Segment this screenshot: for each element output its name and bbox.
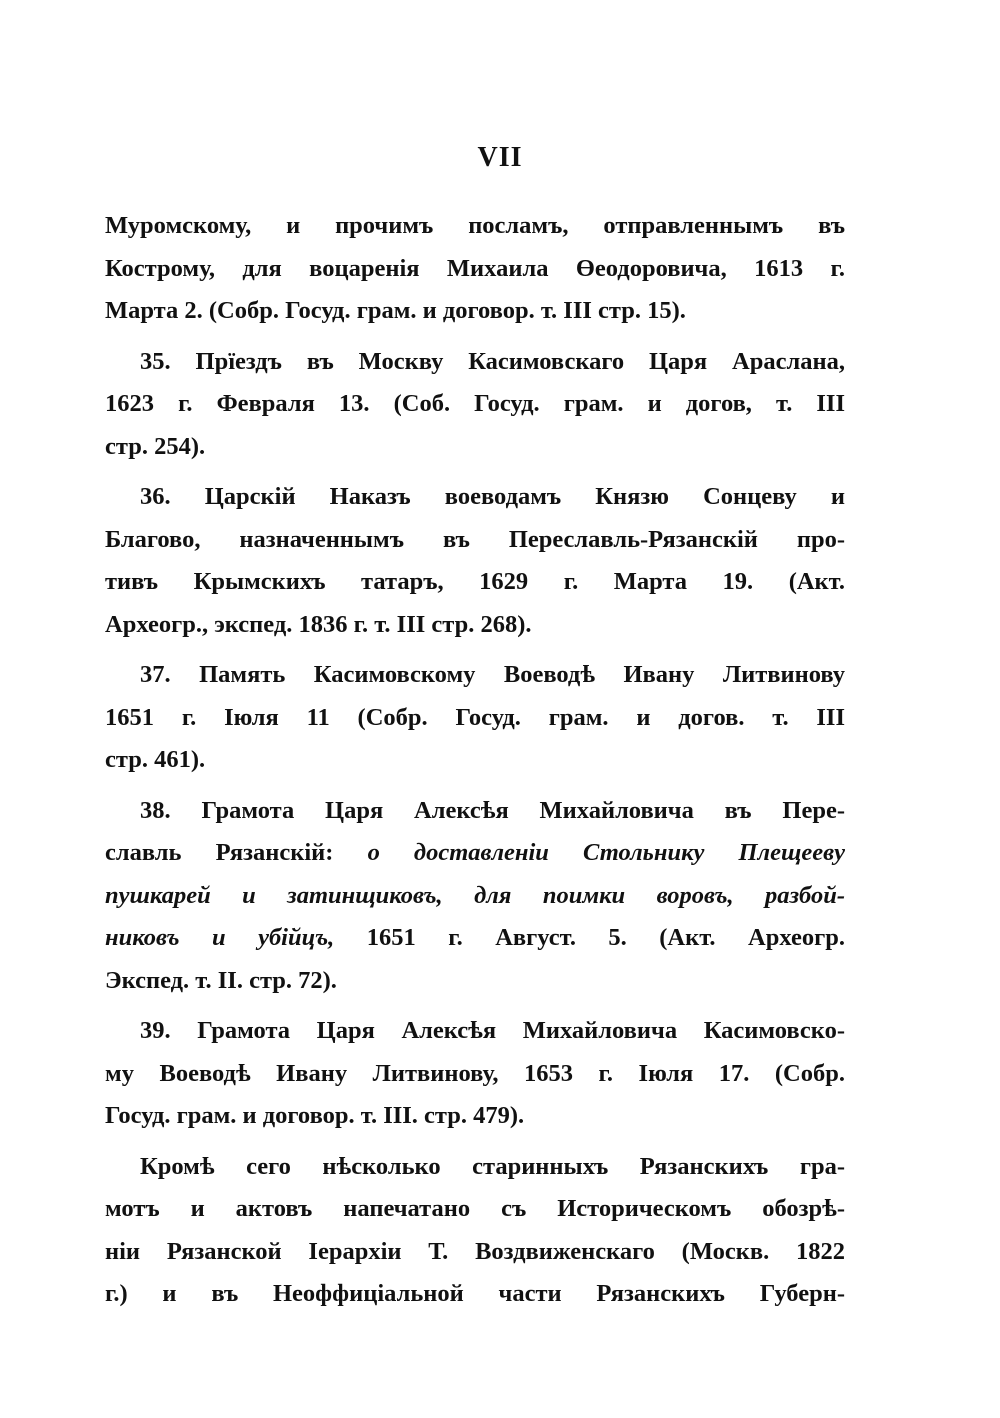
text-line	[105, 739, 845, 782]
text-line	[105, 341, 845, 384]
text-line	[105, 960, 845, 1003]
text-line	[105, 875, 845, 918]
text-segment: Археогр., экспед. 1836 г. т. III стр. 268).	[105, 610, 532, 638]
text-line	[105, 476, 845, 519]
paragraph	[105, 205, 845, 333]
text-line	[105, 561, 845, 604]
text-segment: 38. Грамота Царя Алексѣя Михайловича въ Пере-	[140, 796, 845, 824]
text-line	[105, 1095, 845, 1138]
text-segment: Благово, назначеннымъ въ Переславль-Рязанскій про-	[105, 525, 845, 553]
text-line	[105, 205, 845, 248]
text-body	[105, 205, 845, 1324]
text-segment: ніи Рязанской Іерархіи Т. Воздвиженскаго (Москв. 1822	[105, 1237, 845, 1265]
text-segment: 1651 г. Іюля 11 (Собр. Госуд. грам. и догов. т. III	[105, 703, 845, 731]
text-line	[105, 519, 845, 562]
text-segment: 37. Память Касимовскому Воеводѣ Ивану Литвинову	[140, 661, 845, 688]
text-segment: 39. Грамота Царя Алексѣя Михайловича Касимовско-	[140, 1017, 845, 1044]
text-segment: г.) и въ Неоффиціальной части Рязанскихъ Губерн-	[105, 1280, 845, 1307]
italic-text: никовъ и убійцъ,	[105, 924, 335, 951]
text-segment: стр. 461).	[105, 746, 206, 773]
text-line	[105, 1010, 845, 1053]
text-line	[105, 426, 845, 469]
text-segment: мотъ и актовъ напечатано съ Историческомъ обозрѣ-	[105, 1195, 845, 1222]
text-segment: му Воеводѣ Ивану Литвинову, 1653 г. Іюля 17. (Собр.	[105, 1059, 845, 1087]
page-number: VII	[477, 142, 523, 173]
italic-text: о доставленіи Стольнику Плещееву	[367, 839, 845, 866]
text-line	[105, 1231, 845, 1274]
text-segment: Экспед. т. II. стр. 72).	[105, 966, 337, 994]
paragraph	[105, 790, 845, 1003]
text-segment: Кострому, для воцаренія Михаила Өеодоровича, 1613 г.	[105, 254, 845, 282]
text-line	[105, 1146, 845, 1189]
paragraph	[105, 341, 845, 469]
text-line	[105, 248, 845, 291]
text-segment: стр. 254).	[105, 432, 206, 460]
paragraph	[105, 1146, 845, 1316]
text-line	[105, 290, 845, 333]
paragraph	[105, 476, 845, 646]
text-line	[105, 1188, 845, 1231]
text-segment: тивъ Крымскихъ татаръ, 1629 г. Марта 19. (Акт.	[105, 568, 845, 595]
text-line	[105, 790, 845, 833]
text-line	[105, 654, 845, 697]
text-line	[105, 697, 845, 740]
paragraph	[105, 1010, 845, 1138]
paragraph	[105, 654, 845, 782]
text-line	[105, 832, 845, 875]
text-segment: славль Рязанскій:	[105, 839, 368, 866]
text-line	[105, 383, 845, 426]
text-line	[105, 1053, 845, 1096]
text-segment: Кромѣ сего нѣсколько старинныхъ Рязанскихъ гра-	[140, 1152, 845, 1180]
text-segment: 35. Прїездъ въ Москву Касимовскаго Царя Араслана,	[140, 347, 845, 375]
text-segment: Госуд. грам. и договор. т. III. стр. 479).	[105, 1102, 525, 1129]
text-segment: 1623 г. Февраля 13. (Соб. Госуд. грам. и догов, т. III	[105, 390, 845, 417]
text-segment: Марта 2. (Собр. Госуд. грам. и договор. т. III стр. 15).	[105, 297, 686, 324]
italic-text: пушкарей и затинщиковъ, для поимки воровъ, разбой-	[105, 881, 845, 909]
text-line	[105, 917, 845, 960]
text-segment: 36. Царскій Наказъ воеводамъ Князю Сонцеву и	[140, 483, 845, 510]
text-segment: Муромскому, и прочимъ посламъ, отправленнымъ въ	[105, 212, 845, 239]
text-line	[105, 604, 845, 647]
text-line	[105, 1273, 845, 1316]
text-segment: 1651 г. Август. 5. (Акт. Археогр.	[334, 924, 845, 951]
